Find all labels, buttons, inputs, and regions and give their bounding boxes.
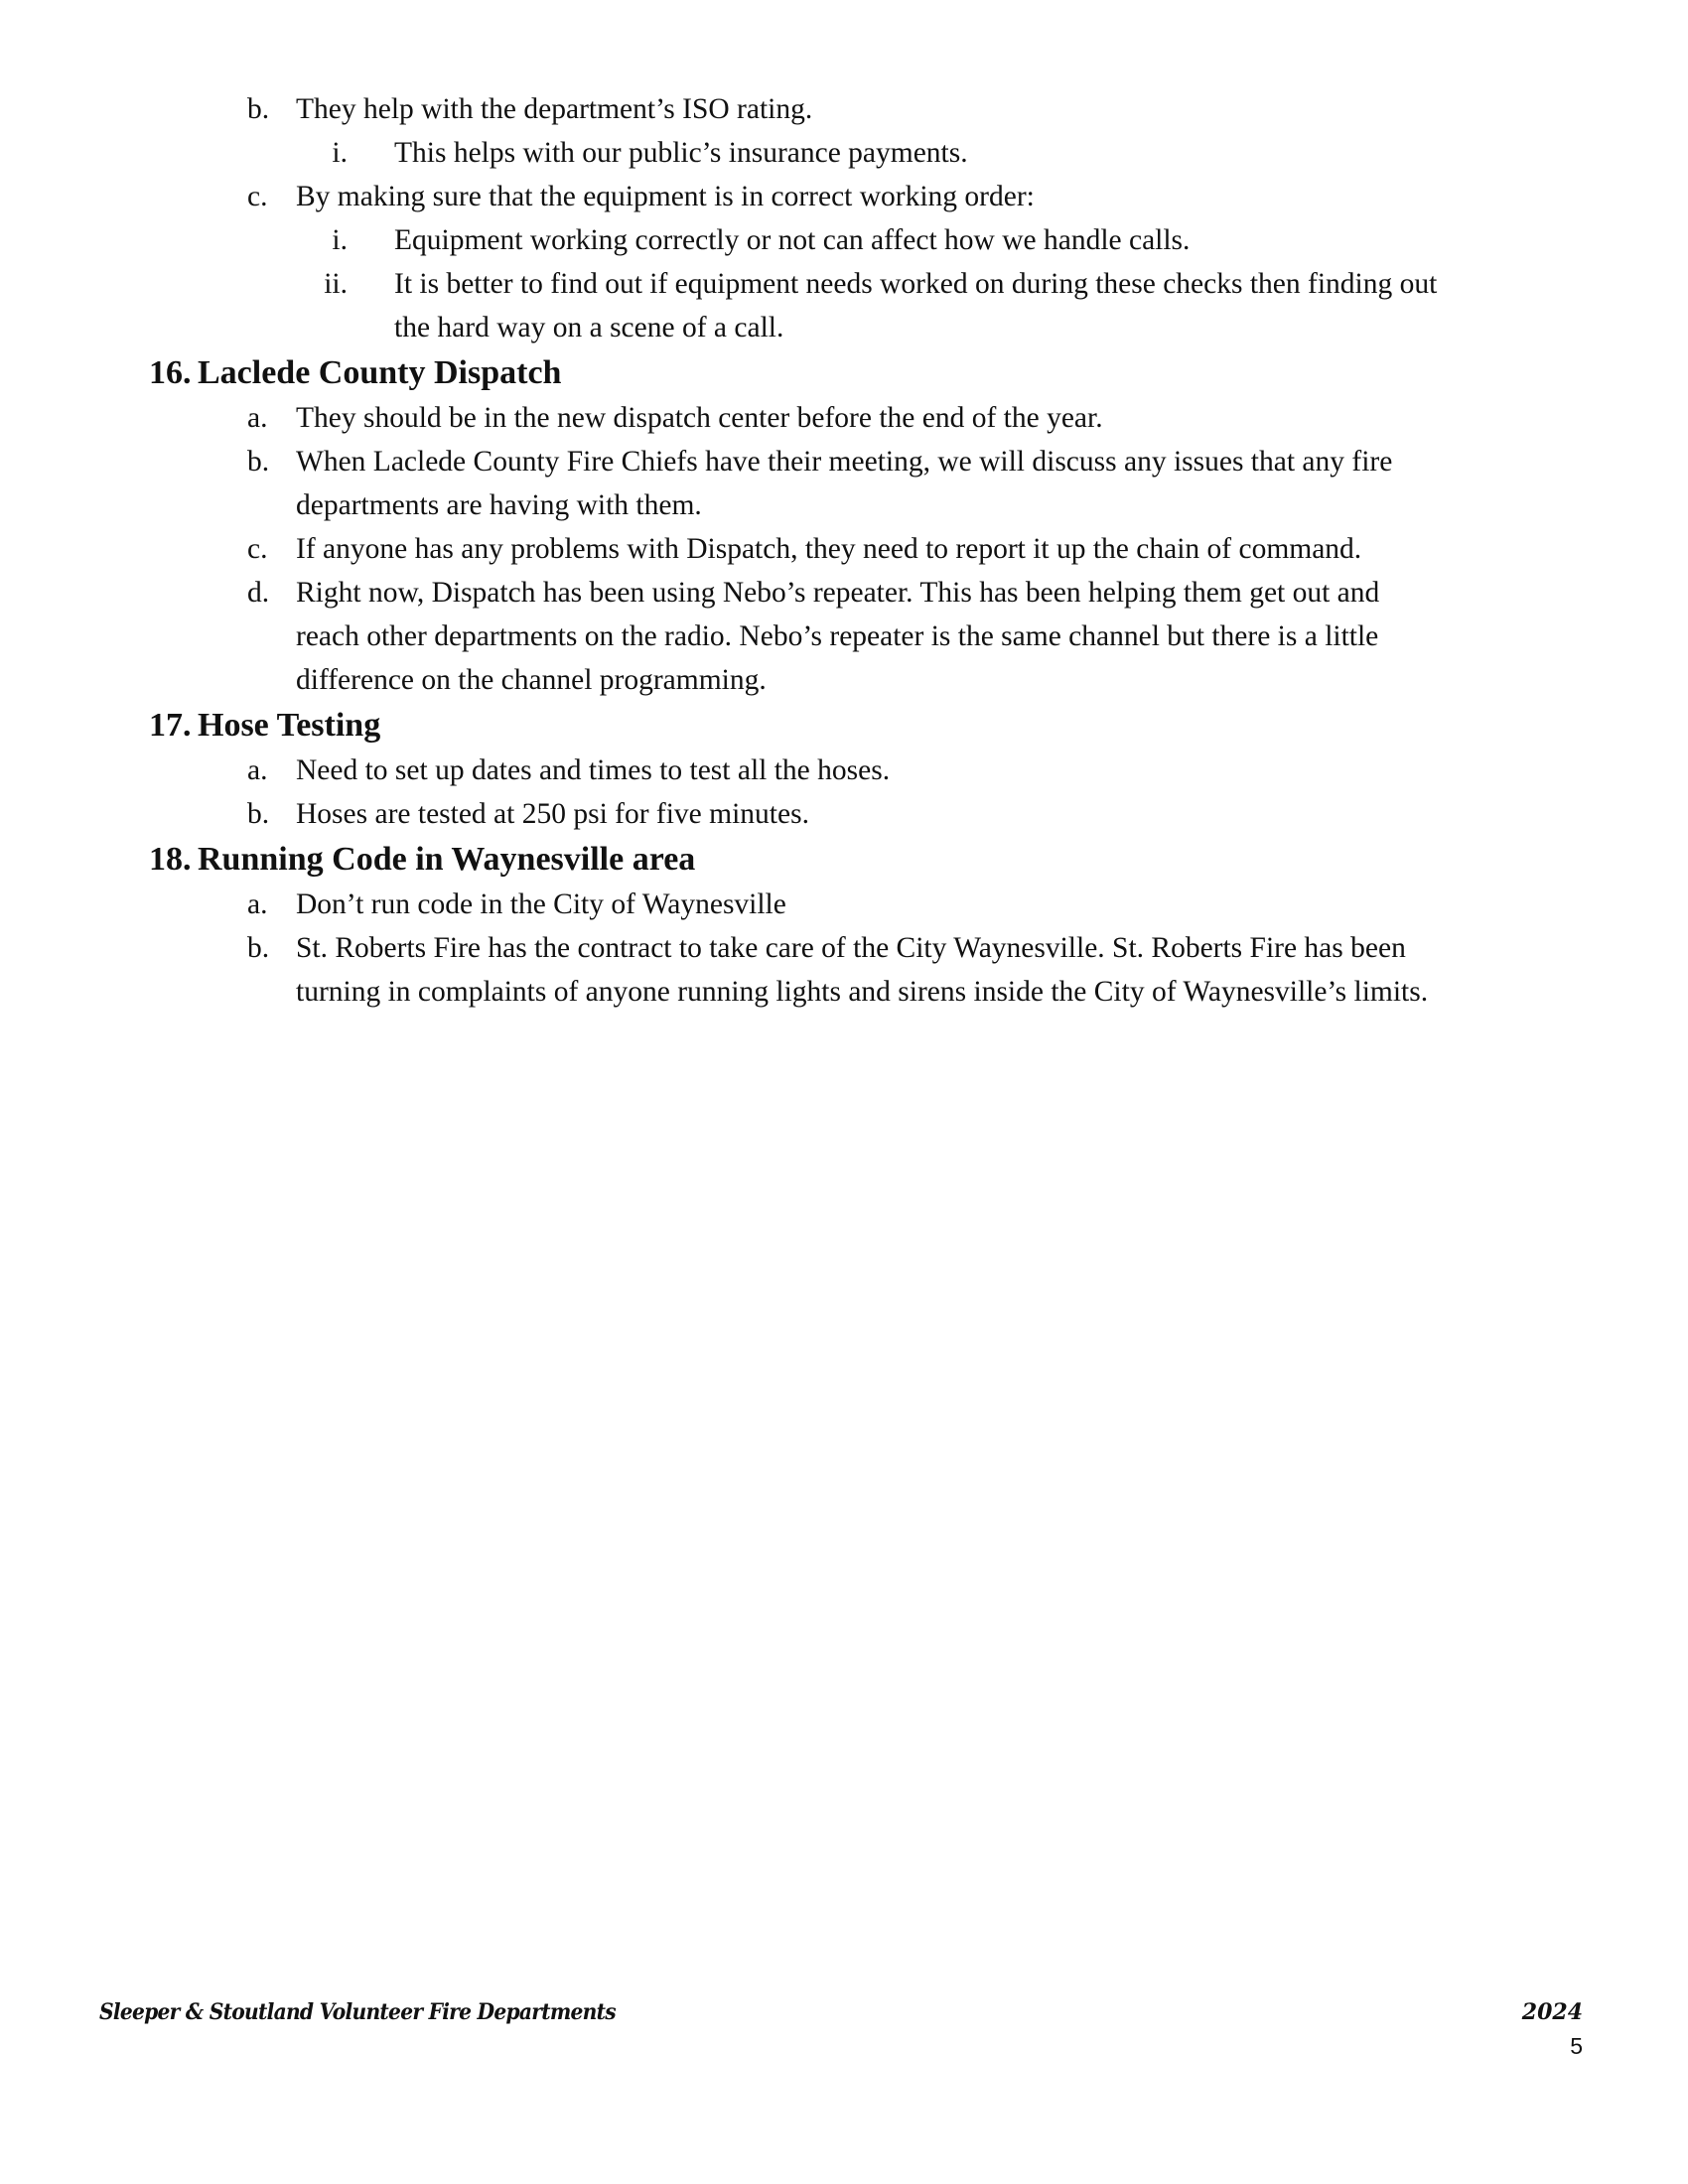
item-label: i. [332,224,348,256]
item-text: Right now, Dispatch has been using Nebo’s repeater. This has been helping them get out and [296,577,1380,609]
footer-organization: Sleeper & Stoutland Volunteer Fire Departments [99,1999,616,2025]
item-text: They should be in the new dispatch center before the end of the year. [296,402,1103,434]
list-item [0,749,1688,792]
list-subitem [0,131,1688,175]
item-text: Don’t run code in the City of Waynesville [296,888,786,920]
item-label: b. [247,932,270,964]
section-title: Laclede County Dispatch [198,354,562,391]
item-label: b. [247,446,270,478]
list-item [0,175,1688,218]
item-label: b. [247,93,270,125]
section-heading-16 [0,349,1688,396]
item-text: St. Roberts Fire has the contract to take care of the City Waynesville. St. Roberts Fire has been [296,932,1406,964]
list-item [0,440,1688,483]
page-number: 5 [1570,2033,1583,2059]
item-text: It is better to find out if equipment needs worked on during these checks then finding out [394,268,1438,300]
item-label: d. [247,577,270,609]
item-text: turning in complaints of anyone running lights and sirens inside the City of Waynesville’s limits. [296,976,1429,1008]
list-item [0,396,1688,440]
item-label: c. [247,533,268,565]
item-text: reach other departments on the radio. Nebo’s repeater is the same channel but there is a little [296,620,1379,652]
list-item [0,883,1688,926]
list-item [0,926,1688,970]
list-subitem [0,262,1688,306]
item-text: the hard way on a scene of a call. [394,312,784,343]
item-label: a. [247,888,268,920]
list-item-continuation [0,658,1688,702]
list-item-continuation [0,306,1688,349]
list-item-continuation [0,970,1688,1014]
list-item [0,527,1688,571]
item-text: Need to set up dates and times to test all the hoses. [296,754,891,786]
section-title: Hose Testing [198,707,381,744]
item-text: departments are having with them. [296,489,702,521]
section-number: 17. [149,707,192,744]
list-item [0,571,1688,614]
footer-year: 2024 [1521,1999,1583,2025]
list-item-continuation [0,614,1688,658]
list-item-continuation [0,483,1688,527]
item-label: ii. [324,268,348,300]
section-number: 18. [149,841,192,878]
item-label: b. [247,798,270,830]
item-label: i. [332,137,348,169]
section-number: 16. [149,354,192,391]
item-text: When Laclede County Fire Chiefs have their meeting, we will discuss any issues that any fire [296,446,1393,478]
item-label: c. [247,181,268,212]
document-body [0,87,1688,1014]
list-item [0,87,1688,131]
item-label: a. [247,754,268,786]
item-text: This helps with our public’s insurance payments. [394,137,968,169]
item-label: a. [247,402,268,434]
item-text: difference on the channel programming. [296,664,767,696]
item-text: If anyone has any problems with Dispatch, they need to report it up the chain of command. [296,533,1362,565]
item-text: Hoses are tested at 250 psi for five minutes. [296,798,809,830]
section-title: Running Code in Waynesville area [198,841,696,878]
list-subitem [0,218,1688,262]
item-text: By making sure that the equipment is in correct working order: [296,181,1035,212]
item-text: They help with the department’s ISO rating. [296,93,813,125]
section-heading-18 [0,836,1688,883]
section-heading-17 [0,702,1688,749]
list-item [0,792,1688,836]
item-text: Equipment working correctly or not can affect how we handle calls. [394,224,1191,256]
